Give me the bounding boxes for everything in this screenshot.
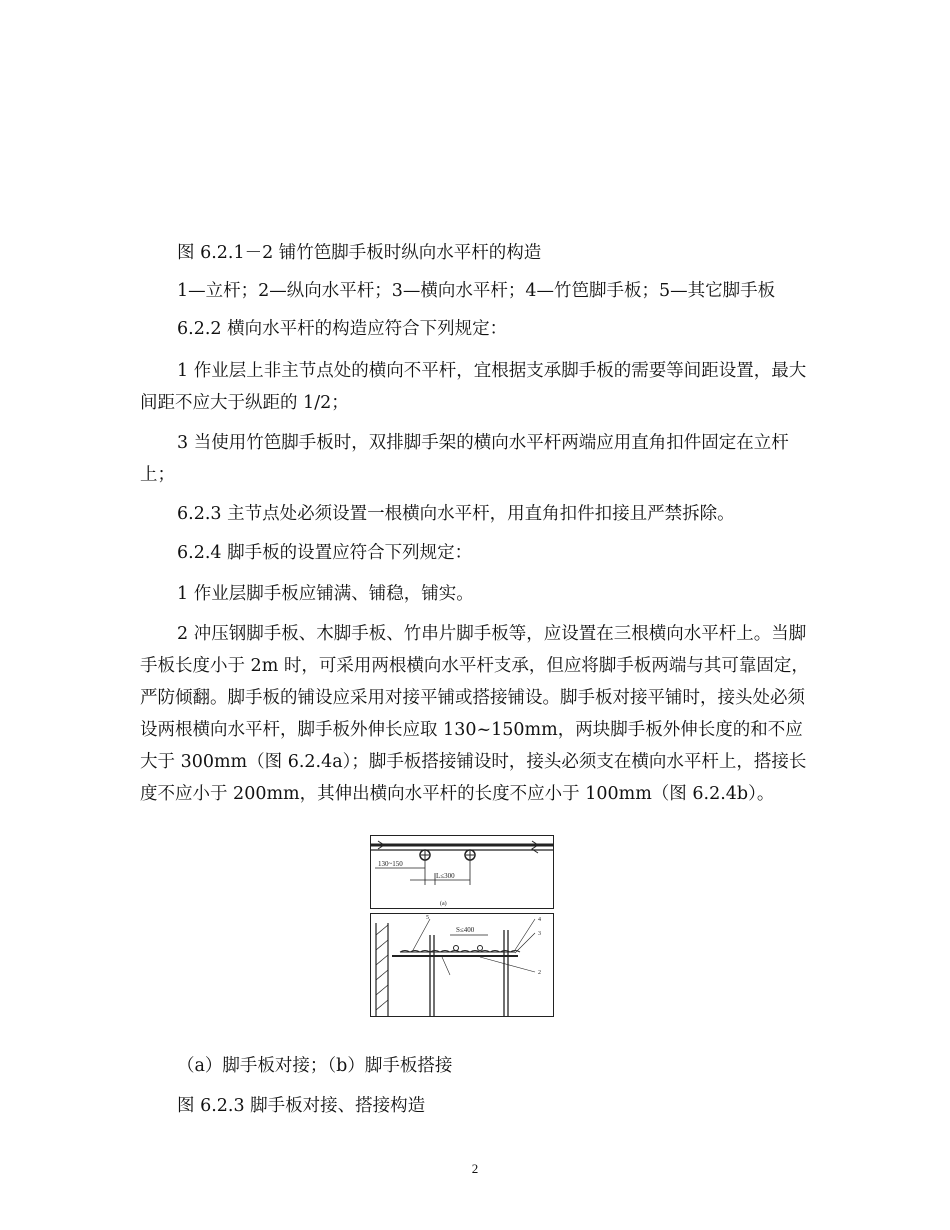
item-6-2-2-1: 1 作业层上非主节点处的横向不平杆，宜根据支承脚手板的需要等间距设置，最大间距不应大于纵距的 1/2； [140, 361, 807, 413]
figure-legend-1: 1—立杆；2—纵向水平杆；3—横向水平杆；4—竹笆脚手板；5—其它脚手板 [177, 281, 776, 301]
figure-panel-a [370, 836, 554, 909]
figure-a-label: (a) [440, 901, 447, 907]
item-6-2-4-2: 2 冲压钢脚手板、木脚手板、竹串片脚手板等，应设置在三根横向水平杆上。当脚手板长度小于 2m 时，可采用两根横向水平杆支承，但应将脚手板两端与其可靠固定，严防倾翻。脚手板的铺设应采用对接平铺或搭接铺设。脚手板对接平铺时，接头处必须设两根横向水平杆，脚手板外伸长应取 130~150mm，两块脚手板外伸长度的和不应大于 300mm（图 6.2.4a）；脚手板搭接铺设时，接头必须支在横向水平杆上，搭接长度不应小于 200mm，其伸出横向水平杆的长度不应小于 100mm（图 6.2.4b）。 [140, 624, 809, 804]
scaffold-board-figure [370, 835, 554, 1017]
item-6-2-2-3: 3 当使用竹笆脚手板时，双排脚手架的横向水平杆两端应用直角扣件固定在立杆上； [140, 433, 789, 485]
figure-sub-caption: （a）脚手板对接；（b）脚手板搭接 [177, 1056, 453, 1076]
figure-b-number-5: 5 [426, 915, 429, 921]
section-6-2-4: 6.2.4 脚手板的设置应符合下列规定： [177, 543, 473, 563]
figure-caption-2: 图 6.2.3 脚手板对接、搭接构造 [177, 1096, 426, 1116]
figure-b-number-4: 4 [538, 917, 541, 923]
figure-caption-1: 图 6.2.1－2 铺竹笆脚手板时纵向水平杆的构造 [177, 243, 542, 263]
item-6-2-4-1: 1 作业层脚手板应铺满、铺稳，铺实。 [177, 584, 474, 604]
figure-b-number-2: 2 [538, 970, 541, 976]
figure-a-dim-130-150: 130~150 [378, 860, 403, 868]
section-6-2-2: 6.2.2 横向水平杆的构造应符合下列规定： [177, 319, 508, 339]
figure-b-dim-s: S≤400 [456, 926, 475, 934]
figure-a-dim-l: L≤300 [436, 872, 455, 880]
figure-b-number-3: 3 [538, 931, 541, 937]
section-6-2-3: 6.2.3 主节点处必须设置一根横向水平杆，用直角扣件扣接且严禁拆除。 [177, 504, 735, 524]
page-number: 2 [471, 1161, 479, 1176]
